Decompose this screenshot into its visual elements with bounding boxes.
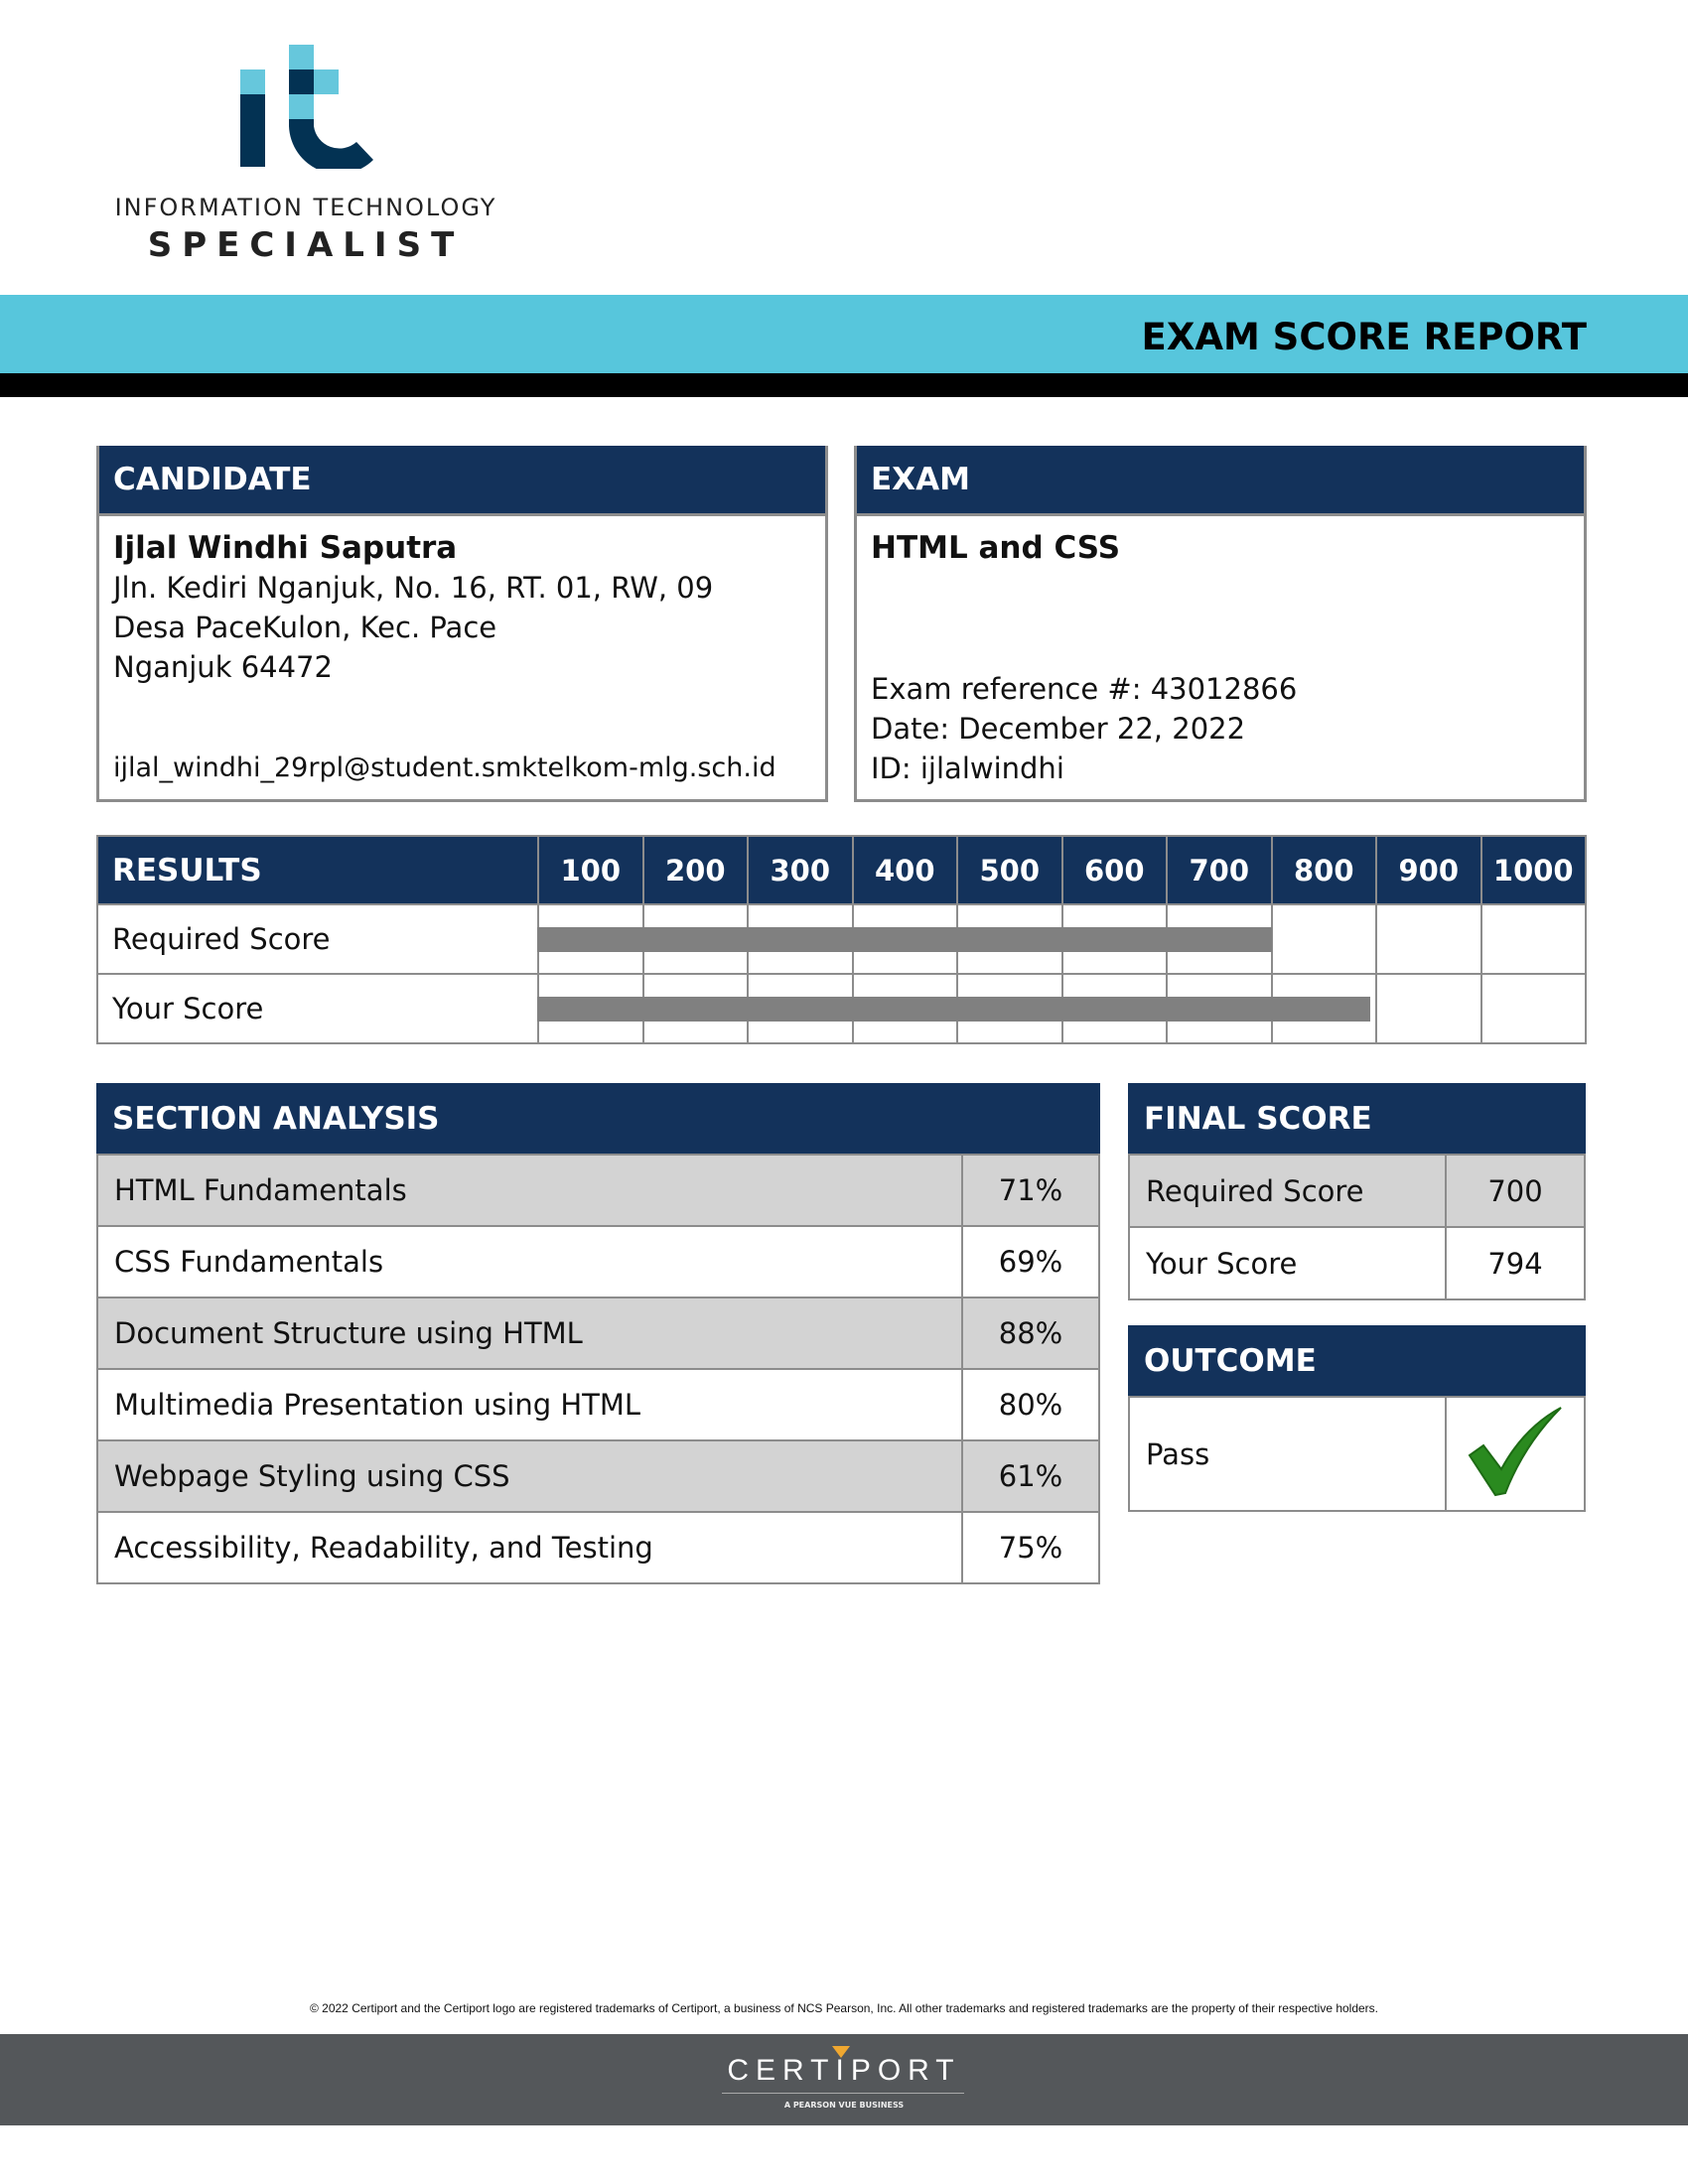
- section-row: [97, 1369, 1099, 1440]
- outcome-header: OUTCOME: [1128, 1325, 1586, 1396]
- required-score-value: 700: [1446, 1155, 1585, 1227]
- address-line: Jln. Kediri Nganjuk, No. 16, RT. 01, RW, 09: [113, 571, 714, 605]
- page-title: EXAM SCORE REPORT: [1141, 316, 1587, 358]
- footer-band: [0, 2034, 1688, 2125]
- section-name: CSS Fundamentals: [97, 1226, 962, 1297]
- section-name: Document Structure using HTML: [97, 1297, 962, 1369]
- section-analysis: [96, 1083, 1100, 1584]
- outcome-value: Pass: [1129, 1397, 1446, 1511]
- required-score-label: Required Score: [1129, 1155, 1446, 1227]
- section-name: Webpage Styling using CSS: [97, 1440, 962, 1512]
- section-pct: 75%: [962, 1512, 1099, 1583]
- scale-label: 1000: [1481, 836, 1587, 904]
- scale-label: 200: [643, 836, 749, 904]
- section-row: [97, 1297, 1099, 1369]
- exam-id: ID: ijlalwindhi: [871, 751, 1064, 785]
- scale-label: 500: [957, 836, 1062, 904]
- your-score-label: Your Score: [1129, 1227, 1446, 1299]
- logo-line1: INFORMATION TECHNOLOGY: [114, 194, 497, 221]
- checkmark-cell: [1446, 1397, 1585, 1511]
- final-score-header: FINAL SCORE: [1128, 1083, 1586, 1154]
- black-band: [0, 373, 1688, 397]
- section-name: Accessibility, Readability, and Testing: [97, 1512, 962, 1583]
- section-row: [97, 1226, 1099, 1297]
- final-score: [1128, 1083, 1586, 1300]
- results-table: [96, 835, 1587, 1042]
- scale-label: 900: [1376, 836, 1481, 904]
- scale-label: 300: [748, 836, 853, 904]
- your-score-label: Your Score: [97, 974, 538, 1043]
- section-row: [97, 1440, 1099, 1512]
- section-pct: 80%: [962, 1369, 1099, 1440]
- your-score-value: 794: [1446, 1227, 1585, 1299]
- scale-label: 700: [1167, 836, 1272, 904]
- outcome: [1128, 1325, 1586, 1512]
- exam-reference: Exam reference #: 43012866: [871, 672, 1298, 706]
- section-name: HTML Fundamentals: [97, 1155, 962, 1226]
- section-row: [97, 1512, 1099, 1583]
- scale-label: 800: [1272, 836, 1377, 904]
- your-score-bar: [537, 997, 1370, 1022]
- candidate-name: Ijlal Windhi Saputra: [113, 530, 458, 566]
- logo-line2: SPECIALIST: [147, 225, 465, 265]
- scale-label: 100: [538, 836, 643, 904]
- checkmark-icon: [1466, 1404, 1565, 1498]
- section-pct: 88%: [962, 1297, 1099, 1369]
- it-logo: [240, 45, 374, 169]
- section-pct: 71%: [962, 1155, 1099, 1226]
- scale-label: 400: [853, 836, 958, 904]
- section-name: Multimedia Presentation using HTML: [97, 1369, 962, 1440]
- candidate-header: CANDIDATE: [99, 446, 825, 516]
- section-pct: 61%: [962, 1440, 1099, 1512]
- address-line: Nganjuk 64472: [113, 650, 333, 684]
- required-score-label: Required Score: [97, 904, 538, 974]
- section-analysis-header: SECTION ANALYSIS: [96, 1083, 1100, 1154]
- required-score-bar: [537, 927, 1272, 952]
- candidate-box: [96, 446, 828, 802]
- logo-rule: [722, 2093, 964, 2094]
- section-row: [97, 1155, 1099, 1226]
- certiport-tagline: A PEARSON VUE BUSINESS: [783, 2101, 905, 2110]
- exam-box: [854, 446, 1587, 802]
- results-header: RESULTS: [97, 836, 538, 904]
- section-pct: 69%: [962, 1226, 1099, 1297]
- exam-header: EXAM: [857, 446, 1584, 516]
- exam-date: Date: December 22, 2022: [871, 712, 1246, 746]
- exam-name: HTML and CSS: [871, 530, 1121, 566]
- certiport-logo: CERTIPORT: [727, 2054, 961, 2087]
- candidate-email: ijlal_windhi_29rpl@student.smktelkom-mlg.sch.id: [113, 752, 776, 783]
- scale-label: 600: [1062, 836, 1168, 904]
- address-line: Desa PaceKulon, Kec. Pace: [113, 611, 497, 644]
- copyright: © 2022 Certiport and the Certiport logo are registered trademarks of Certiport, a business of NCS Pearson, Inc. All other trademarks and registered trademarks are the property of their respective holders.: [309, 2001, 1379, 2015]
